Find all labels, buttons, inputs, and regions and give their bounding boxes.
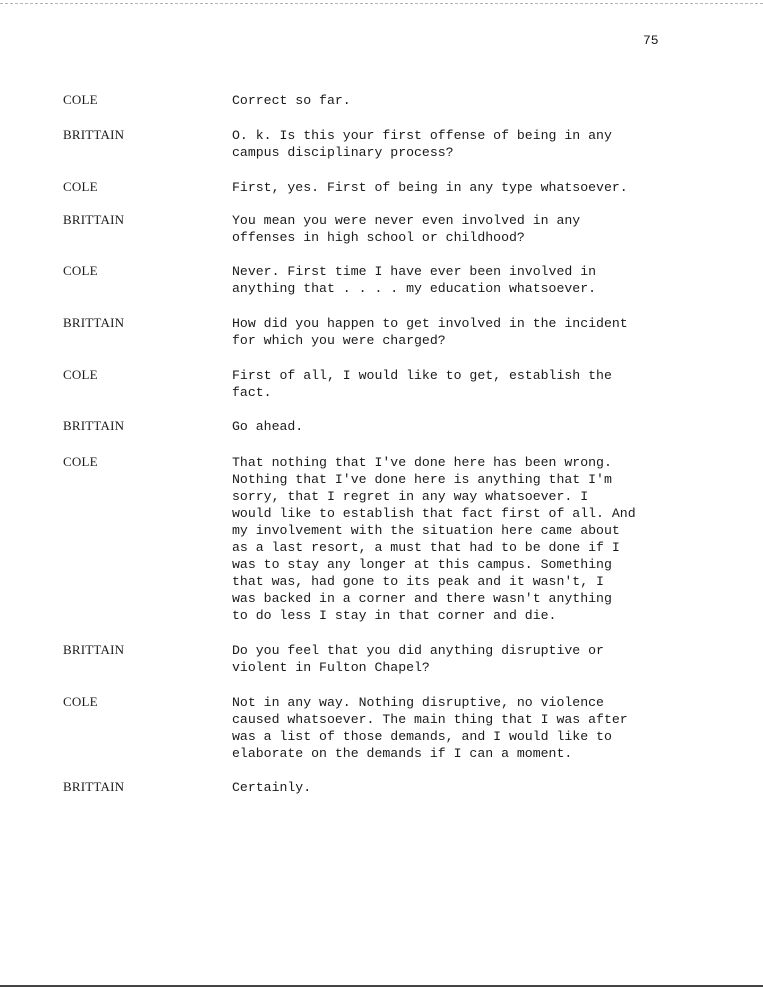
speech-text: Go ahead. bbox=[232, 419, 304, 434]
speech-text: First, yes. First of being in any type whatsoever. bbox=[232, 180, 628, 195]
page-number: 75 bbox=[643, 33, 659, 48]
speaker-name: BRITTAIN bbox=[63, 127, 125, 142]
speech-text: That nothing that I've done here has been wrong. Nothing that I've done here is anything that I'm sorry, that I regret in any way whatsoever. I would like to establish that fact first of all. And my involvement with the situation here came about as a last resort, a must that had to be done if I was to stay any longer at this campus. Something that was, had gone to its peak and it wasn't, I was backed in a corner and there wasn't anything to do less I stay in that corner and die. bbox=[232, 455, 636, 623]
speaker-name: COLE bbox=[63, 694, 98, 709]
speaker-name: BRITTAIN bbox=[63, 418, 125, 433]
top-border bbox=[0, 3, 763, 4]
speaker-name: BRITTAIN bbox=[63, 779, 125, 794]
speaker-name: BRITTAIN bbox=[63, 315, 125, 330]
bottom-border bbox=[0, 985, 763, 987]
speech-text: Correct so far. bbox=[232, 93, 351, 108]
speech-text: Certainly. bbox=[232, 780, 312, 795]
speaker-name: COLE bbox=[63, 454, 98, 469]
speaker-name: COLE bbox=[63, 263, 98, 278]
speaker-name: BRITTAIN bbox=[63, 642, 125, 657]
speech-text: You mean you were never even involved in any offenses in high school or childhood? bbox=[232, 213, 581, 245]
speaker-name: COLE bbox=[63, 179, 98, 194]
speech-text: How did you happen to get involved in the incident for which you were charged? bbox=[232, 316, 628, 348]
speaker-name: COLE bbox=[63, 92, 98, 107]
speech-text: First of all, I would like to get, establish the fact. bbox=[232, 368, 612, 400]
speaker-name: BRITTAIN bbox=[63, 212, 125, 227]
speech-text: Never. First time I have ever been involved in anything that . . . . my education whatsoever. bbox=[232, 264, 597, 296]
speaker-name: COLE bbox=[63, 367, 98, 382]
speech-text: Not in any way. Nothing disruptive, no violence caused whatsoever. The main thing that I was after was a list of those demands, and I would like to elaborate on the demands if I can a moment. bbox=[232, 695, 628, 761]
speech-text: Do you feel that you did anything disruptive or violent in Fulton Chapel? bbox=[232, 643, 604, 675]
speech-text: O. k. Is this your first offense of being in any campus disciplinary process? bbox=[232, 128, 612, 160]
